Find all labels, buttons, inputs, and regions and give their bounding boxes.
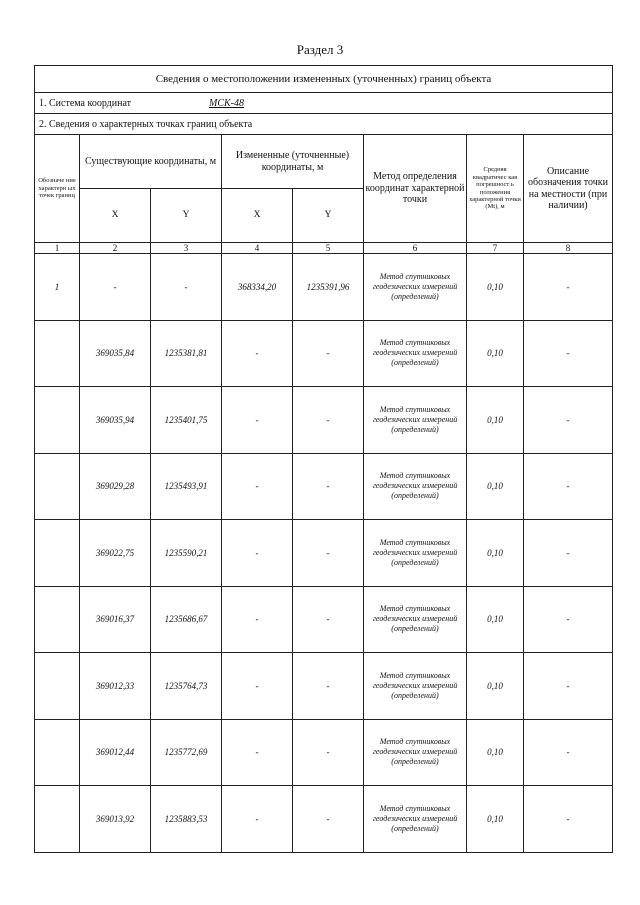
point-id-cell: [35, 520, 80, 587]
section-title: Раздел 3: [296, 42, 344, 57]
coord-system-cell: [35, 93, 613, 114]
column-number: 6: [364, 243, 467, 254]
table-row: [35, 254, 613, 321]
column-number: 5: [293, 243, 364, 254]
column-number: 4: [222, 243, 293, 254]
changed-y-cell: -: [293, 520, 364, 587]
table-row: [35, 453, 613, 520]
point-id-cell: [35, 320, 80, 387]
existing-x-cell: 369029,28: [80, 453, 151, 520]
existing-y-cell: 1235493,91: [151, 453, 222, 520]
column-number-row: [35, 243, 613, 254]
column-number: 1: [35, 243, 80, 254]
changed-y-cell: -: [293, 586, 364, 653]
header-x-existing: X: [80, 189, 151, 243]
error-mt-cell: 0,10: [467, 719, 524, 786]
table-title-row: [35, 66, 613, 93]
existing-x-cell: 369035,94: [80, 387, 151, 454]
header-row-1: [35, 135, 613, 189]
method-cell: Метод спутниковых геодезических измерений (определений): [364, 586, 467, 653]
changed-x-cell: -: [222, 520, 293, 587]
existing-y-cell: 1235772,69: [151, 719, 222, 786]
table-row: [35, 387, 613, 454]
changed-y-cell: -: [293, 786, 364, 853]
changed-x-cell: -: [222, 453, 293, 520]
method-cell: Метод спутниковых геодезических измерений (определений): [364, 520, 467, 587]
existing-y-cell: 1235590,21: [151, 520, 222, 587]
header-error: Средняя квадратичес кая погрешност ь положения характерной точки (Mt), м: [467, 135, 524, 243]
column-number: 7: [467, 243, 524, 254]
method-cell: Метод спутниковых геодезических измерений (определений): [364, 786, 467, 853]
header-designation: Обозначе ние характерн ых точек границ: [35, 135, 80, 243]
existing-y-cell: 1235401,75: [151, 387, 222, 454]
description-cell: -: [524, 387, 613, 454]
existing-x-cell: 369016,37: [80, 586, 151, 653]
existing-x-cell: 369035,84: [80, 320, 151, 387]
description-cell: -: [524, 453, 613, 520]
header-y-changed: Y: [293, 189, 364, 243]
header-description: Описание обозначения точки на местности (при наличии): [524, 135, 613, 243]
error-mt-cell: 0,10: [467, 653, 524, 720]
existing-y-cell: 1235883,53: [151, 786, 222, 853]
changed-y-cell: -: [293, 653, 364, 720]
description-cell: -: [524, 586, 613, 653]
changed-y-cell: -: [293, 453, 364, 520]
table-row: [35, 719, 613, 786]
method-cell: Метод спутниковых геодезических измерений (определений): [364, 453, 467, 520]
table-row: [35, 520, 613, 587]
description-cell: -: [524, 520, 613, 587]
points-heading-row: [35, 114, 613, 135]
description-cell: -: [524, 786, 613, 853]
coord-system-value: МСК-48: [209, 97, 245, 109]
method-cell: Метод спутниковых геодезических измерений (определений): [364, 254, 467, 321]
column-number: 8: [524, 243, 613, 254]
error-mt-cell: 0,10: [467, 520, 524, 587]
column-number: 2: [80, 243, 151, 254]
changed-x-cell: -: [222, 786, 293, 853]
point-rows: [35, 254, 613, 853]
description-cell: -: [524, 254, 613, 321]
existing-x-cell: 369022,75: [80, 520, 151, 587]
error-mt-cell: 0,10: [467, 786, 524, 853]
changed-x-cell: -: [222, 719, 293, 786]
changed-x-cell: -: [222, 320, 293, 387]
existing-y-cell: -: [151, 254, 222, 321]
coord-system-row: [35, 93, 613, 114]
changed-y-cell: -: [293, 719, 364, 786]
point-id-cell: 1: [35, 254, 80, 321]
table-row: [35, 586, 613, 653]
description-cell: -: [524, 653, 613, 720]
point-id-cell: [35, 653, 80, 720]
method-cell: Метод спутниковых геодезических измерений (определений): [364, 719, 467, 786]
boundary-points-table: [34, 65, 613, 853]
changed-y-cell: -: [293, 320, 364, 387]
table-title: Сведения о местоположении измененных (уточненных) границ объекта: [35, 66, 613, 93]
coord-system-label: 1. Система координат: [39, 97, 132, 109]
changed-y-cell: 1235391,96: [293, 254, 364, 321]
header-x-changed: X: [222, 189, 293, 243]
header-existing: Существующие координаты, м: [80, 135, 222, 189]
existing-x-cell: 369012,33: [80, 653, 151, 720]
point-id-cell: [35, 453, 80, 520]
error-mt-cell: 0,10: [467, 320, 524, 387]
table-row: [35, 653, 613, 720]
point-id-cell: [35, 387, 80, 454]
point-id-cell: [35, 786, 80, 853]
table-row: [35, 786, 613, 853]
description-cell: -: [524, 719, 613, 786]
changed-x-cell: -: [222, 586, 293, 653]
table-row: [35, 320, 613, 387]
changed-y-cell: -: [293, 387, 364, 454]
error-mt-cell: 0,10: [467, 387, 524, 454]
method-cell: Метод спутниковых геодезических измерений (определений): [364, 320, 467, 387]
existing-y-cell: 1235764,73: [151, 653, 222, 720]
header-y-existing: Y: [151, 189, 222, 243]
point-id-cell: [35, 719, 80, 786]
changed-x-cell: -: [222, 653, 293, 720]
column-number: 3: [151, 243, 222, 254]
point-id-cell: [35, 586, 80, 653]
method-cell: Метод спутниковых геодезических измерений (определений): [364, 653, 467, 720]
existing-y-cell: 1235381,81: [151, 320, 222, 387]
existing-x-cell: -: [80, 254, 151, 321]
error-mt-cell: 0,10: [467, 586, 524, 653]
changed-x-cell: 368334,20: [222, 254, 293, 321]
description-cell: -: [524, 320, 613, 387]
header-changed: Измененные (уточненные) координаты, м: [222, 135, 364, 189]
header-method: Метод определения координат характерной точки: [364, 135, 467, 243]
points-heading: 2. Сведения о характерных точках границ объекта: [35, 114, 613, 135]
method-cell: Метод спутниковых геодезических измерений (определений): [364, 387, 467, 454]
error-mt-cell: 0,10: [467, 453, 524, 520]
changed-x-cell: -: [222, 387, 293, 454]
error-mt-cell: 0,10: [467, 254, 524, 321]
existing-y-cell: 1235686,67: [151, 586, 222, 653]
existing-x-cell: 369013,92: [80, 786, 151, 853]
existing-x-cell: 369012,44: [80, 719, 151, 786]
